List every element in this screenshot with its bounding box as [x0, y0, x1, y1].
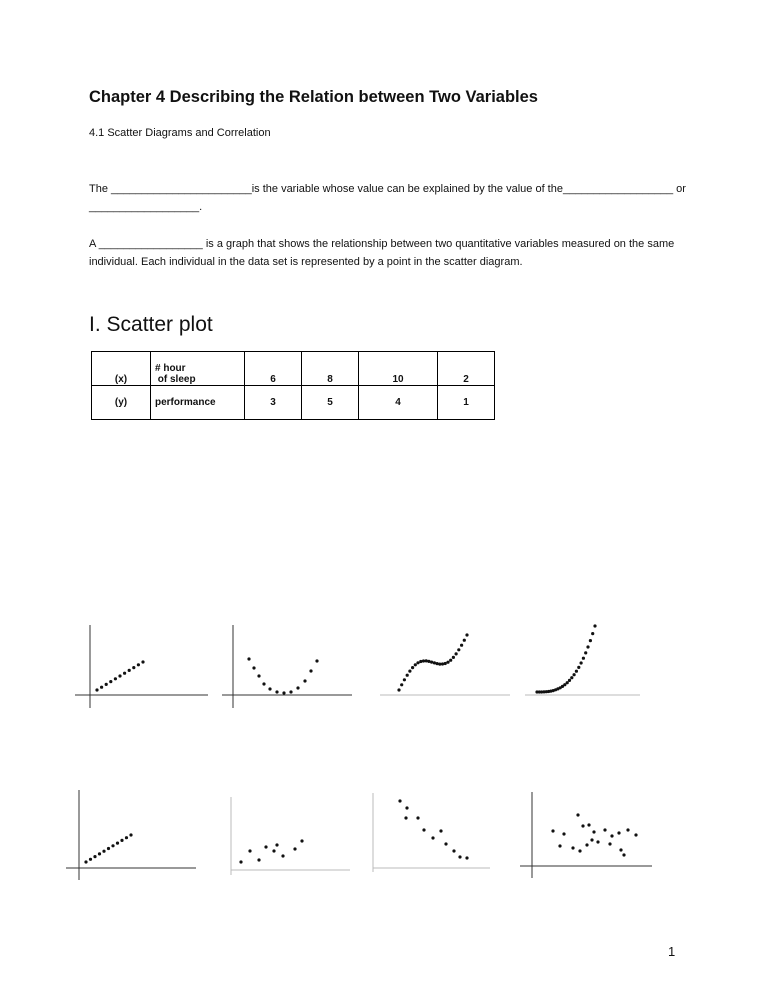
- scatter-point: [457, 648, 460, 651]
- scatter-point: [105, 683, 108, 686]
- scatter-point: [416, 661, 419, 664]
- scatter-point: [427, 660, 430, 663]
- scatter-point: [617, 831, 620, 834]
- scatter-point: [584, 651, 587, 654]
- table-cell: 2: [437, 352, 494, 386]
- table-cell: 8: [302, 352, 359, 386]
- scatter-point: [239, 860, 242, 863]
- scatter-point: [100, 686, 103, 689]
- scatter-point: [98, 852, 101, 855]
- scatter-point: [282, 691, 285, 694]
- scatter-point: [272, 849, 275, 852]
- table-cell: 10: [359, 352, 438, 386]
- scatter-point: [129, 833, 132, 836]
- scatter-point: [571, 846, 574, 849]
- scatter-point: [455, 652, 458, 655]
- scatter-point: [581, 824, 584, 827]
- scatter-point: [433, 661, 436, 664]
- scatter-point: [109, 680, 112, 683]
- scatter-point: [93, 855, 96, 858]
- scatter-point: [422, 828, 425, 831]
- scatter-point: [315, 659, 318, 662]
- response-variable-paragraph: The _______________________is the variable whose value can be explained by the value of the__________________ or __________________.: [89, 183, 686, 213]
- scatter-point: [247, 657, 250, 660]
- scatter-point: [303, 679, 306, 682]
- scatter-point: [281, 854, 284, 857]
- scatter-point: [293, 847, 296, 850]
- scatter-point: [589, 639, 592, 642]
- scatter-point: [275, 843, 278, 846]
- scatter-point: [441, 662, 444, 665]
- scatter-point: [123, 672, 126, 675]
- scatter-point: [419, 660, 422, 663]
- scatter-point: [404, 816, 407, 819]
- scatter-point: [120, 839, 123, 842]
- scatter-point: [586, 645, 589, 648]
- scatter-point: [452, 656, 455, 659]
- scatter-point: [626, 828, 629, 831]
- scatter-point: [252, 666, 255, 669]
- scatter-point: [300, 839, 303, 842]
- scatter-point: [398, 799, 401, 802]
- table-cell: 1: [437, 386, 494, 420]
- scatter-point: [568, 679, 571, 682]
- scatter-point: [460, 644, 463, 647]
- scatter-point: [107, 847, 110, 850]
- row-name: performance: [151, 386, 245, 420]
- scatter-point: [84, 860, 87, 863]
- scatter-point: [264, 845, 267, 848]
- scatter-point: [622, 853, 625, 856]
- scatter-point: [400, 683, 403, 686]
- scatter-point: [465, 856, 468, 859]
- scatter-point: [573, 673, 576, 676]
- scatter-point: [416, 816, 419, 819]
- scatter-point: [465, 633, 468, 636]
- scatter-point: [591, 632, 594, 635]
- scatter-point: [95, 688, 98, 691]
- scatter-point: [436, 662, 439, 665]
- scatter-point: [562, 832, 565, 835]
- scatter-point: [582, 657, 585, 660]
- scatter-point: [608, 842, 611, 845]
- scatter-point: [576, 813, 579, 816]
- scatter-point: [408, 670, 411, 673]
- page-number: 1: [668, 944, 676, 959]
- scatter-point: [444, 842, 447, 845]
- scatter-point: [137, 663, 140, 666]
- table-cell: 6: [245, 352, 302, 386]
- chapter-title: Chapter 4 Describing the Relation between Two Variables: [89, 88, 538, 106]
- scatter-point: [585, 843, 588, 846]
- scatter-point: [114, 677, 117, 680]
- scatter-point: [596, 840, 599, 843]
- scatter-point: [444, 662, 447, 665]
- scatter-point: [619, 848, 622, 851]
- scatter-point: [430, 661, 433, 664]
- scatter-point: [116, 842, 119, 845]
- scatter-point: [431, 836, 434, 839]
- scatter-point: [575, 670, 578, 673]
- scatter-point: [458, 855, 461, 858]
- scatter-point: [446, 661, 449, 664]
- scatter-point: [405, 806, 408, 809]
- scatter-point: [397, 688, 400, 691]
- scatter-point: [257, 858, 260, 861]
- scatter-point: [634, 833, 637, 836]
- table-cell: 3: [245, 386, 302, 420]
- scatter-point: [452, 849, 455, 852]
- scatter-point: [570, 676, 573, 679]
- scatter-point: [587, 823, 590, 826]
- scatter-plot-heading: I. Scatter plot: [89, 313, 213, 336]
- scatter-point: [414, 663, 417, 666]
- scatter-point: [603, 828, 606, 831]
- scatter-point: [578, 849, 581, 852]
- scatter-point: [449, 659, 452, 662]
- scatter-point: [610, 834, 613, 837]
- scatter-point: [425, 659, 428, 662]
- row-label: (y): [92, 386, 151, 420]
- section-title: 4.1 Scatter Diagrams and Correlation: [89, 127, 271, 139]
- row-label: (x): [92, 352, 151, 386]
- scatter-point: [275, 690, 278, 693]
- scatter-point: [102, 850, 105, 853]
- table-cell: 5: [302, 386, 359, 420]
- scatter-point: [125, 836, 128, 839]
- scatter-point: [257, 674, 260, 677]
- scatter-point: [411, 666, 414, 669]
- scatter-point: [406, 674, 409, 677]
- scatter-point: [439, 829, 442, 832]
- scatter-point: [289, 690, 292, 693]
- scatter-point: [309, 669, 312, 672]
- scatter-diagram-paragraph: A _________________ is a graph that shows the relationship between two quantitative variables measured on the same individual. Each individual in the data set is represented by a point in the scatter diagram.: [89, 238, 675, 268]
- scatter-point: [566, 681, 569, 684]
- scatter-point: [262, 682, 265, 685]
- scatter-point: [558, 844, 561, 847]
- scatter-point: [111, 844, 114, 847]
- scatter-point: [592, 830, 595, 833]
- scatter-point: [580, 661, 583, 664]
- scatter-point: [577, 666, 580, 669]
- scatter-point: [89, 858, 92, 861]
- scatter-point: [590, 838, 593, 841]
- row-name: # hour of sleep: [151, 352, 245, 386]
- scatter-point: [128, 669, 131, 672]
- scatter-point: [296, 686, 299, 689]
- scatter-point: [118, 674, 121, 677]
- scatter-point: [403, 678, 406, 681]
- scatter-point: [551, 829, 554, 832]
- scatter-point: [593, 624, 596, 627]
- scatter-point: [248, 849, 251, 852]
- scatter-point: [141, 660, 144, 663]
- table-cell: 4: [359, 386, 438, 420]
- scatter-point: [268, 687, 271, 690]
- scatter-point: [463, 639, 466, 642]
- scatter-point: [132, 666, 135, 669]
